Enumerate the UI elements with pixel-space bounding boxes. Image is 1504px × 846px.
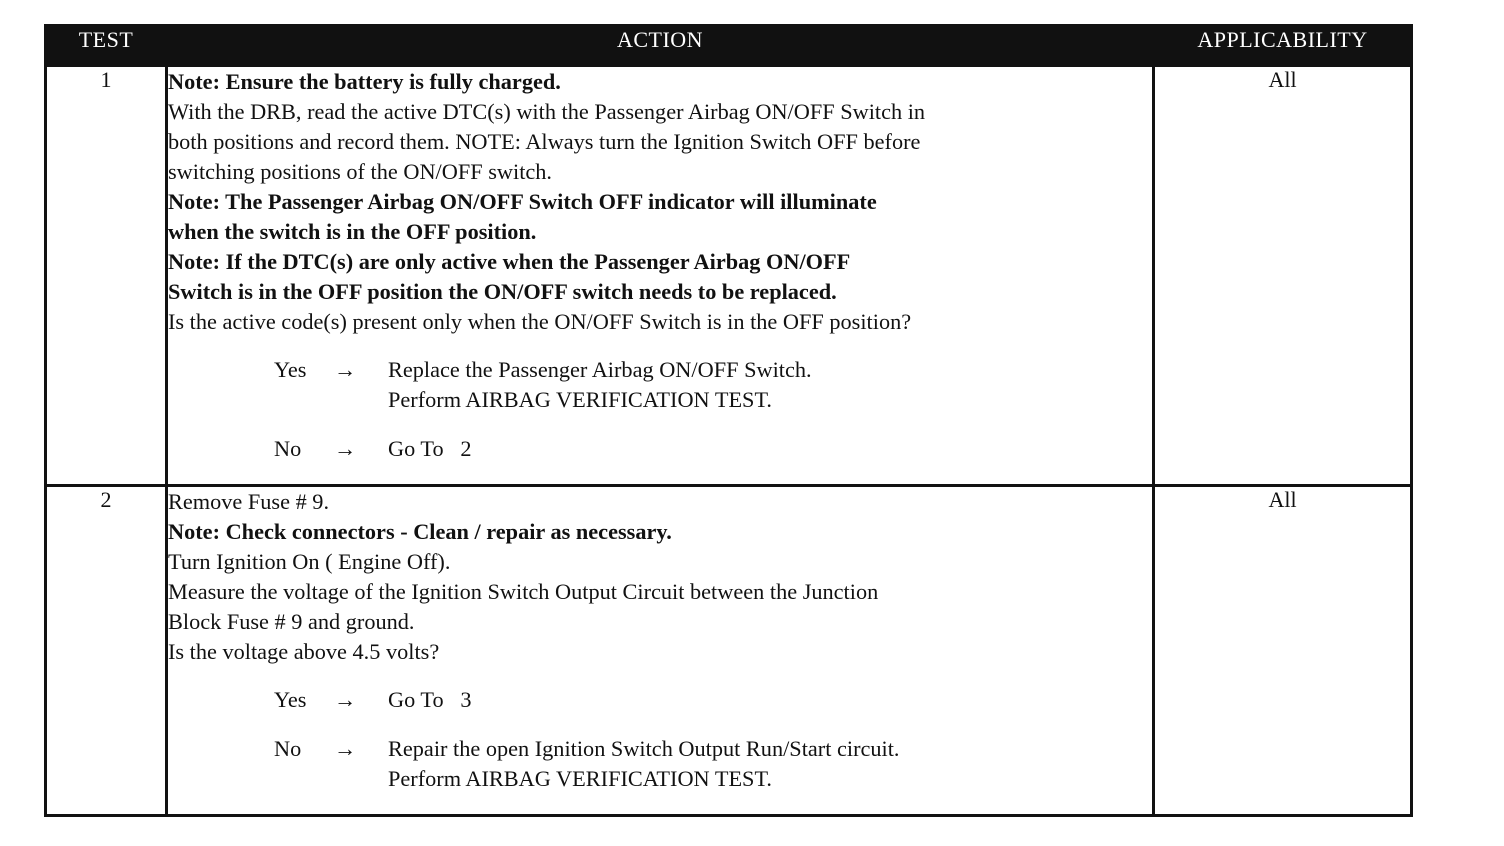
question: Is the voltage above 4.5 volts? xyxy=(168,639,440,664)
header-test: TEST xyxy=(46,26,167,66)
yes-label: Yes xyxy=(274,687,307,712)
no-action: Repair the open Ignition Switch Output Run/Start circuit. xyxy=(388,736,900,761)
note-indicator: when the switch is in the OFF position. xyxy=(168,219,537,244)
action-cell xyxy=(167,486,1154,816)
yes-branch xyxy=(274,685,1152,715)
action-line: Block Fuse # 9 and ground. xyxy=(168,609,415,634)
action-line: both positions and record them. NOTE: Always turn the Ignition Switch OFF before xyxy=(168,129,921,154)
action-line: Turn Ignition On ( Engine Off). xyxy=(168,549,451,574)
action-line: switching positions of the ON/OFF switch. xyxy=(168,159,553,184)
action-cell xyxy=(167,66,1154,486)
yes-action: Perform AIRBAG VERIFICATION TEST. xyxy=(388,387,772,412)
test-row-1 xyxy=(46,66,1412,486)
no-branch xyxy=(274,434,1152,464)
no-action: Go To 2 xyxy=(388,436,472,461)
note-battery: Note: Ensure the battery is fully charged. xyxy=(168,69,561,94)
header-row xyxy=(46,26,1412,66)
action-line: With the DRB, read the active DTC(s) with the Passenger Airbag ON/OFF Switch in xyxy=(168,99,926,124)
yes-label: Yes xyxy=(274,357,307,382)
diagnostic-test-table xyxy=(44,24,1413,817)
test-number: 1 xyxy=(46,66,167,486)
no-action: Perform AIRBAG VERIFICATION TEST. xyxy=(388,766,772,791)
action-line: Remove Fuse # 9. xyxy=(168,489,330,514)
note-indicator: Note: The Passenger Airbag ON/OFF Switch OFF indicator will illuminate xyxy=(168,189,877,214)
yes-action: Replace the Passenger Airbag ON/OFF Switch. xyxy=(388,357,812,382)
no-label: No xyxy=(274,736,302,761)
test-number: 2 xyxy=(46,486,167,816)
test-row-2 xyxy=(46,486,1412,816)
yes-branch xyxy=(274,355,1152,415)
header-applicability: APPLICABILITY xyxy=(1154,26,1412,66)
arrow-right-icon: → xyxy=(334,736,357,761)
yes-action: Go To 3 xyxy=(388,687,472,712)
arrow-right-icon: → xyxy=(334,687,357,712)
arrow-right-icon: → xyxy=(334,436,357,461)
no-branch xyxy=(274,734,1152,794)
action-line: Measure the voltage of the Ignition Switch Output Circuit between the Junction xyxy=(168,579,879,604)
no-label: No xyxy=(274,436,302,461)
arrow-right-icon: → xyxy=(334,357,357,382)
note-dtc-active: Switch is in the OFF position the ON/OFF switch needs to be replaced. xyxy=(168,279,837,304)
note-connectors: Note: Check connectors - Clean / repair as necessary. xyxy=(168,519,672,544)
header-action: ACTION xyxy=(167,26,1154,66)
applicability-value: All xyxy=(1154,66,1412,486)
note-dtc-active: Note: If the DTC(s) are only active when the Passenger Airbag ON/OFF xyxy=(168,249,851,274)
applicability-value: All xyxy=(1154,486,1412,816)
question: Is the active code(s) present only when the ON/OFF Switch is in the OFF position? xyxy=(168,309,912,334)
